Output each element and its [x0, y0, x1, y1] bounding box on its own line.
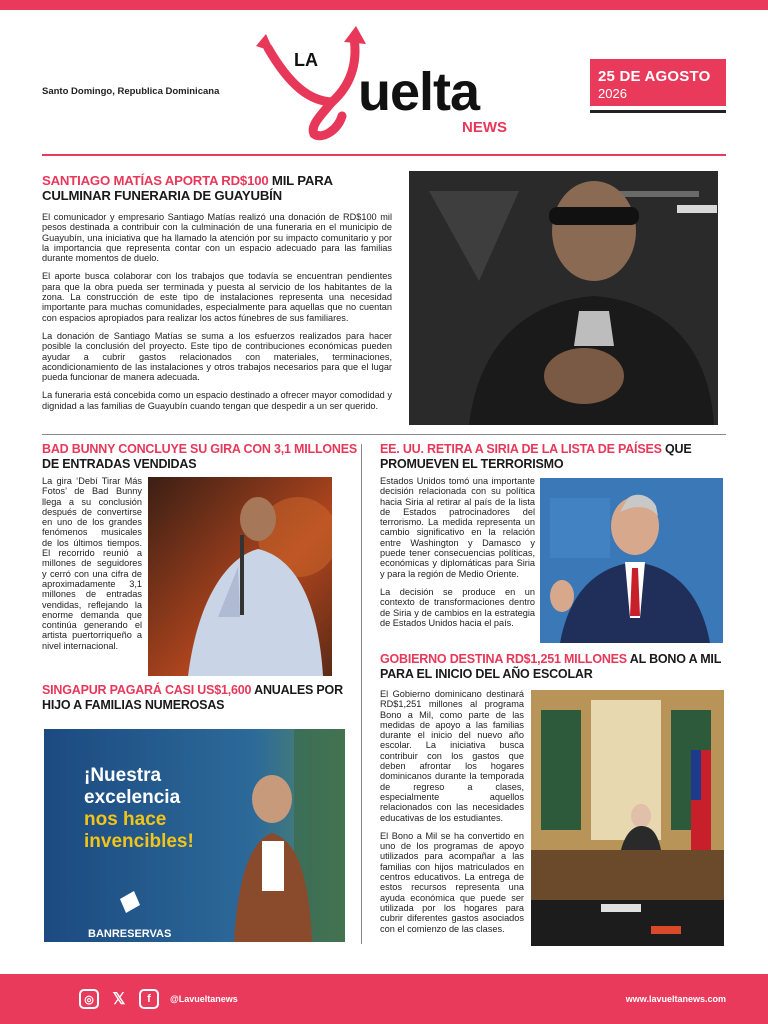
article-5-headline[interactable] [380, 652, 726, 682]
header-divider [42, 154, 726, 156]
ad-line-2: excelencia [84, 787, 181, 808]
logo-la-text: LA [294, 50, 318, 70]
ad-line-4: invencibles! [84, 831, 194, 852]
social-handle[interactable]: @Lavueltanews [170, 994, 238, 1004]
top-accent-bar [0, 0, 768, 10]
la-vuelta-logo[interactable] [250, 26, 540, 144]
article-1-headline[interactable] [42, 173, 397, 203]
article-1-headline-highlight: SANTIAGO MATÍAS APORTA RD$100 [42, 173, 269, 188]
column-divider [361, 444, 362, 944]
article-1-headline-rest: MIL PARA CULMINAR FUNERARIA DE GUAYUBÍN [42, 173, 333, 203]
year-text: 2026 [598, 86, 627, 101]
us-official-photo[interactable] [540, 478, 723, 643]
article-3-body [380, 476, 535, 636]
article-1-paragraph: El comunicador y empresario Santiago Matías realizó una donación de RD$100 mil pesos destinada a contribuir con la culminación de una funeraria en el municipio de Guayubín, una iniciativa que ha llamado la atención por su impacto comunitario y por la importancia que representa contar con un espacio adecuado para las familias durante momentos de duelo. [42, 212, 392, 264]
santiago-matias-photo[interactable] [409, 171, 718, 425]
article-3-paragraph: Estados Unidos tomó una importante decisión relacionada con su política hacia Siria al retirar al país de la lista de Estados patrocinadores del terrorismo. La medida representa un cambio significativo en la relación entre Washington y Damasco y puede tener consecuencias políticas, económicas y diplomáticas para Siria y para la región de Medio Oriente. [380, 476, 535, 579]
date-box [590, 59, 726, 106]
article-3-headline-highlight: EE. UU. RETIRA A SIRIA DE LA LISTA DE PAÍSES [380, 442, 662, 456]
article-2-headline[interactable] [42, 442, 362, 472]
article-2-headline-rest: DE ENTRADAS VENDIDAS [42, 457, 197, 471]
article-4-headline[interactable] [42, 683, 352, 713]
instagram-icon[interactable]: ◎ [79, 989, 99, 1009]
article-5-headline-highlight: GOBIERNO DESTINA RD$1,251 MILLONES [380, 652, 627, 666]
ad-line-3: nos hace [84, 809, 167, 830]
location-label: Santo Domingo, Republica Dominicana [42, 86, 220, 97]
article-5-paragraph: El Gobierno dominicano destinará RD$1,251 millones al programa Bono a Mil, como parte de las medidas de apoyo a las familias durante el inicio del nuevo año escolar. La iniciativa busca contribuir con los gastos que deben afrontar los hogares dominicanos durante la temporada de regreso a clases, especialmente aquellos relacionados con las necesidades educativas de los estudiantes. [380, 689, 524, 823]
date-underline [590, 110, 726, 113]
banreservas-ad[interactable] [44, 729, 345, 942]
article-1-paragraph: La donación de Santiago Matías se suma a los esfuerzos realizados para hacer posible la conclusión del proyecto. Este tipo de contribuciones económicas pueden ayudar a cubrir gastos relacionados con materiales, terminaciones, acondicionamiento de las instalaciones y otros trabajos necesarios para que el lugar pueda funcionar de manera adecuada. [42, 330, 392, 383]
section-divider [42, 434, 726, 435]
footer-bar [0, 974, 768, 1024]
government-meeting-photo[interactable] [531, 690, 724, 946]
website-link[interactable]: www.lavueltanews.com [625, 994, 726, 1004]
article-1-body [42, 212, 392, 419]
facebook-icon[interactable]: f [139, 989, 159, 1009]
article-5-headline-rest: AL BONO A MIL PARA EL INICIO DEL AÑO ESCOLAR [380, 652, 721, 681]
article-4-headline-highlight: SINGAPUR PAGARÁ CASI US$1,600 [42, 683, 252, 697]
article-2-headline-highlight: BAD BUNNY CONCLUYE SU GIRA CON 3,1 MILLONES [42, 442, 358, 456]
article-5-paragraph: El Bono a Mil se ha convertido en uno de los programas de apoyo utilizados para acompañar a las familias con hijos matriculados en centros educativos. La entrega de estos recursos representa una ayuda económica que puede ser utilizada por los hogares para cubrir diferentes gastos asociados con el comienzo de las clases. [380, 830, 524, 934]
article-2-paragraph: La gira ‘Debí Tirar Más Fotos’ de Bad Bunny llega a su conclusión después de convertirse en uno de los grandes fenómenos musicales de los últimos tiempos. El recorrido reunió a millones de seguidores y cerró con una cifra de aproximadamente 3,1 millones de entradas vendidas, reflejando la enorme demanda que continúa generando el artista puertorriqueño a nivel internacional. [42, 476, 142, 651]
article-2-body [42, 476, 142, 659]
article-4-headline-rest: ANUALES POR HIJO A FAMILIAS NUMEROSAS [42, 683, 343, 712]
logo-main-text: uelta [358, 62, 480, 122]
article-3-headline-rest: QUE PROMUEVEN EL TERRORISMO [380, 442, 692, 471]
bad-bunny-photo[interactable] [148, 477, 332, 676]
logo-news-text: NEWS [462, 119, 507, 136]
ad-brand: BANRESERVAS [88, 928, 172, 940]
ad-line-1: ¡Nuestra [84, 765, 162, 786]
article-3-headline[interactable] [380, 442, 726, 472]
article-1-paragraph: El aporte busca colaborar con los trabajos que todavía se encuentran pendientes para que la obra pueda ser terminada y puesta al servicio de los habitantes de la zona. La construcción de este tipo de instalaciones representa una necesidad importante para muchas comunidades, especialmente para aquellas que no cuentan con espacios apropiados para realizar los actos fúnebres de sus familiares. [42, 271, 392, 323]
article-3-paragraph: La decisión se produce en un contexto de transformaciones dentro de Siria y de cambios en la estrategia de Estados Unidos hacia el país. [380, 586, 535, 628]
article-1-paragraph: La funeraria está concebida como un espacio destinado a ofrecer mayor comodidad y dignidad a las familias de Guayubín cuando tengan que despedir a un ser querido. [42, 390, 392, 411]
x-icon[interactable]: 𝕏 [112, 991, 126, 1008]
date-text: 25 DE AGOSTO [598, 68, 711, 85]
article-5-body [380, 689, 524, 942]
